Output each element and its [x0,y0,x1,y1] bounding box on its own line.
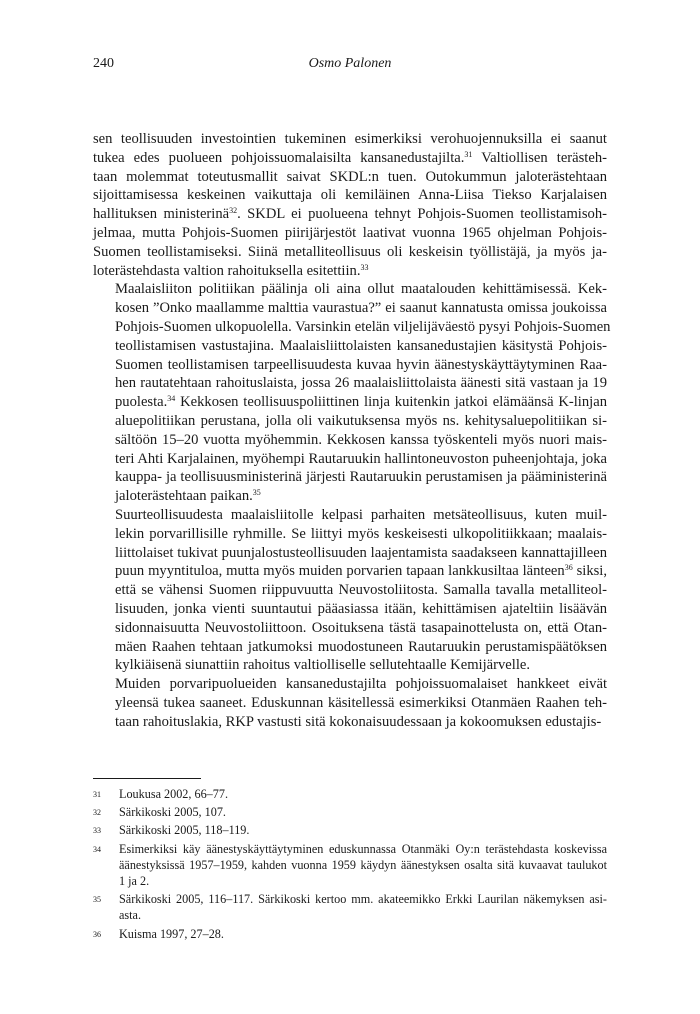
text-line: hallituksen ministerinä$^{32}$. SKDL ei puolueena tehnyt Pohjois-Suomen teollistamisoh- [93,206,607,223]
text-line: sidonnaisuutta Neuvostoliittoon. Osoituksena tästä tasapainottelusta on, että Otan- [115,619,607,636]
text-line: puolesta.$^{34}$ Kekkosen teollisuuspoliittinen linja kuitenkin jatkoi elämäänsä K-linjan [115,394,607,411]
footnote-divider [93,778,201,779]
text-line: sen teollisuuden investointien tukeminen esimerkiksi verohuojennuksilla ei saanut [93,131,607,147]
footnote-reference: 36 [564,563,573,573]
footnote-reference: 34 [167,394,176,404]
text-line: Suurteollisuudesta maalaisliitolle kelpasi parhaiten metsäteollisuus, kuten muil- [115,506,607,523]
page-header [93,56,607,76]
text-line: teri Ahti Karjalainen, myöhempi Rautaruukin hallintoneuvoston puheenjohtaja, joka [115,450,607,467]
footnote-text-line: 1 ja 2. [119,874,150,889]
text-line: taan molemmat toteutusmallit saivat SKDL:n tuen. Outokummun jaloterästehtaan [93,168,607,185]
text-line: taan rahoituslakia, RKP vastusti sitä kokonaisuudessaan ja kokoomuksen edustajis- [115,713,602,730]
footnote-text-line: Särkikoski 2005, 118–119. [119,823,250,838]
page-number: 240 [93,56,114,71]
text-line: kosen ”Onko maallamme malttia vaurastua?” ei saanut kannatusta omissa joukoissa [115,300,607,317]
text-line: kauppa- ja teollisuusministerinä järjesti Rautaruukin perustamisen ja pääministerinä [115,469,607,486]
footnote-text-line: Esimerkiksi käy äänestyskäyttäytyminen eduskunnassa Otanmäki Oy:n terästehdasta koskevissa [119,841,607,856]
footnote [93,804,607,820]
text-line: hen rautatehtaan rahoituslaista, jossa 26 maalaisliittolaista äänesti sitä vastaan ja 19 [115,375,607,392]
text-line: aluepolitiikan perustana, jolla oli vaikutuksensa myös ns. kehitysaluepolitiikan si- [115,412,607,429]
footnote-reference: 35 [252,488,261,498]
footnote [93,926,607,942]
body-paragraph [93,280,611,506]
text-line: tukea edes puolueen pohjoissuomalaisilta kansanedustajilta.$^{31}$ Valtiollisen terästeh- [93,149,607,166]
text-line: Pohjois-Suomen ulkopuolella. Varsinkin etelän viljelijäväestö pysyi Pohjois-Suomen [115,318,611,335]
text-line: liittolaiset tukivat puunjalostusteollisuuden laajentamista saadakseen kannattajilleen [115,544,607,561]
body-text [93,130,611,732]
footnote [93,891,607,923]
text-line: puun myyntituloa, mutta myös muiden porvarien tapaan lankkusiltaa länteen$^{36}$ siksi, [115,563,607,580]
body-paragraph [93,506,607,675]
footnotes-section [93,786,607,944]
footnote-reference: 33 [360,262,369,272]
text-line: kylkiäisenä siunattiin rahoitus valtiolliselle sellutehtaalle Kemijärvelle. [115,657,530,674]
footnote-number: 32 [93,808,101,818]
footnote-text-line: Särkikoski 2005, 116–117. Särkikoski kertoo mm. akateemikko Erkki Laurilan näkemyksen asi- [119,892,607,907]
text-line: lisuuden, jonka vienti suuntautui pääasiassa itään, kehittämisen ajateltiin lisäävän [115,600,607,617]
text-line: yleensä tukea saaneet. Eduskunnan käsitellessä esimerkiksi Otanmäen Raahen teh- [115,694,607,711]
body-paragraph [93,675,607,731]
text-line: Muiden porvaripuolueiden kansanedustajilta pohjoissuomalaiset hankkeet eivät [115,676,607,693]
body-paragraph [93,130,607,280]
text-line: Suomen teollistamiseksi. Siinä metalliteollisuus oli keskeisin työllistäjä, ja myös ja- [93,243,607,260]
text-line: sältöön 15–20 vuotta myöhemmin. Kekkosen kanssa työskenteli myös nuori mais- [115,431,607,448]
text-line: loterästehdasta valtion rahoituksella esitettiin.$^{33}$ [93,262,369,279]
footnote-number: 31 [93,790,101,799]
text-line: lekin porvarillisille ryhmille. Se liittyi myös keskeisesti ulkopolitiikkaan; maalais- [115,525,607,542]
text-line: että se vähensi Suomen riippuvuutta Neuvostoliitosta. Samalla tavalla metalliteol- [115,582,607,599]
footnote-text-line: asta. [119,908,141,923]
footnote-number: 33 [93,826,101,836]
footnote-text-line: äänestyksissä 1957–1959, kahden vuonna 1959 käydyn äänestyksen osalta sitä kuvaavat taulukot [119,857,607,872]
footnote-number: 34 [93,844,101,854]
text-line: Suomen teollistamisen tarpeellisuudesta kuvaa hyvin äänestyskäyttäytyminen Raa- [115,356,607,373]
footnote [93,786,607,802]
footnote-text-line: Kuisma 1997, 27–28. [119,926,224,941]
footnote-number: 36 [93,929,101,939]
footnote [93,841,607,890]
footnote-text-line: Loukusa 2002, 66–77. [119,787,229,801]
footnote-reference: 32 [229,206,238,216]
footnote-text-line: Särkikoski 2005, 107. [119,805,226,820]
text-line: jelmaa, mutta Pohjois-Suomen piirijärjestöt laativat vuonna 1965 ohjelman Pohjois- [93,224,607,241]
footnote [93,822,607,838]
text-line: Maalaisliiton politiikan päälinja oli aina ollut maatalouden kehittämisessä. Kek- [115,281,607,298]
text-line: teollistamisen vastustajina. Maalaisliittolaisten kansanedustajien käsitystä Pohjois- [115,337,607,354]
text-line: mäen Raahen tehtaan jatkumoksi muodostuneen Rautaruukin perustamispäätöksen [115,638,607,655]
footnote-reference: 31 [464,149,473,159]
running-head-author: Osmo Palonen [308,56,392,71]
text-line: sijoittamisessa keskeinen vaikuttaja oli kemiläinen Anna-Liisa Tiekso Karjalaisen [93,187,607,204]
text-line: jaloterästehtaan paikan.$^{35}$ [115,488,261,505]
footnote-number: 35 [93,895,101,905]
